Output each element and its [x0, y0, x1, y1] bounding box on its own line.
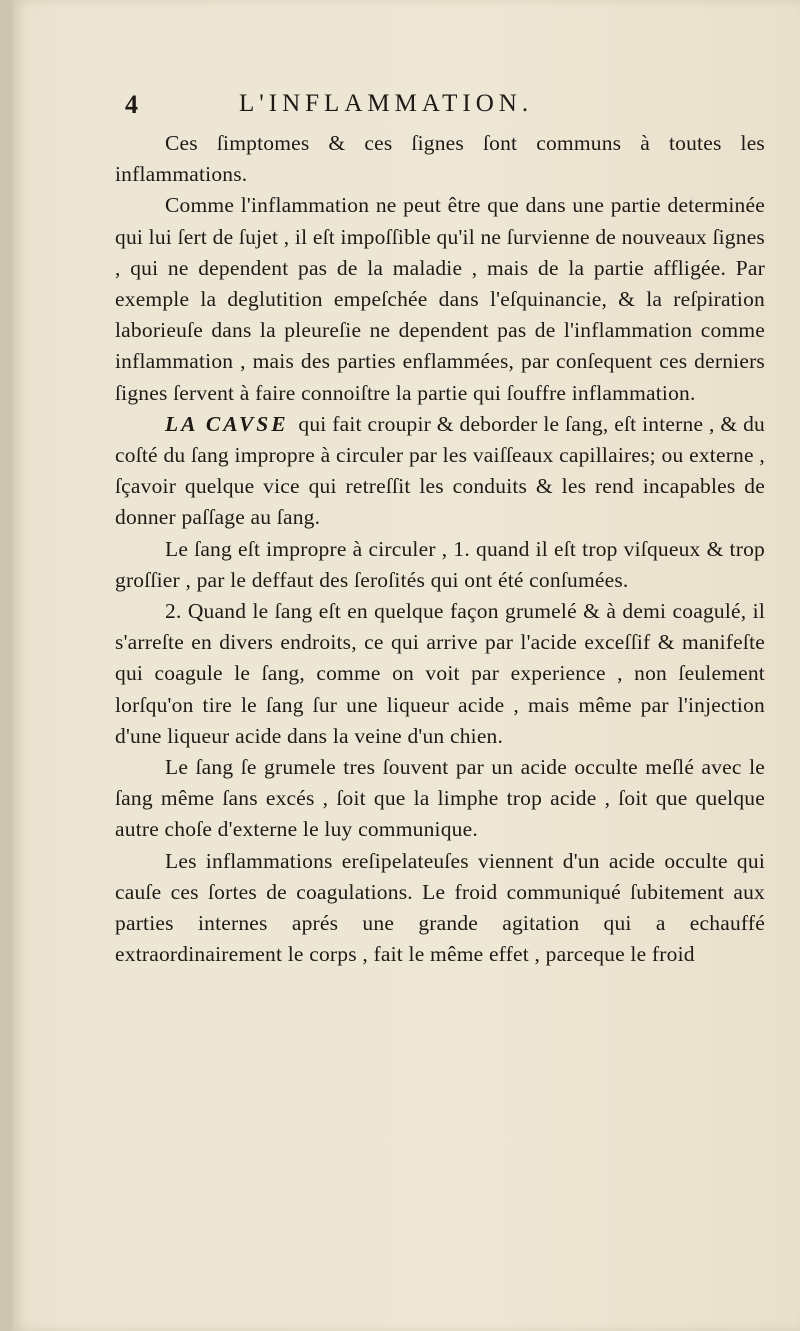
paragraph: [115, 534, 765, 596]
page-number: 4: [125, 90, 138, 119]
paragraph-text: Ces ſimptomes & ces ſignes ſont communs à toutes les inflammations.: [115, 131, 765, 187]
running-head: [115, 86, 765, 126]
paragraph: [115, 190, 765, 408]
paragraph: [115, 409, 765, 534]
paragraph: [115, 128, 765, 190]
paragraph-text: Comme l'inflammation ne peut être que dans une partie determinée qui lui ſert de ſujet , il eſt impoſſible qu'il ne ſurvienne de nouveaux ſignes , qui ne dependent pas de la maladie , mais de la partie affligée. Par exemple la deglutition empeſchée dans l'eſquinancie, & la reſpiration laborieuſe dans la pleureſie ne dependent pas de l'inflammation comme inflammation , mais des parties enflammées, par conſequent ces derniers ſignes ſervent à faire connoiſtre la partie qui ſouffre inflammation.: [115, 193, 765, 405]
paragraph: [115, 596, 765, 752]
paragraph: [115, 846, 765, 971]
paragraph-text: Le ſang ſe grumele tres ſouvent par un acide occulte meſlé avec le ſang même ſans excés , ſoit que la limphe trop acide , ſoit que quelque autre choſe d'externe le luy communique.: [115, 755, 765, 842]
paragraph-text: 2. Quand le ſang eſt en quelque façon grumelé & à demi coagulé, il s'arreſte en divers endroits, ce qui arrive par l'acide exceſſif & manifeſte qui coagule le ſang, comme on voit par experience , non ſeulement lorſqu'on tire le ſang ſur une liqueur acide , mais même par l'injection d'une liqueur acide dans la veine d'un chien.: [115, 599, 765, 748]
paragraph-text: Les inflammations ereſipelateuſes viennent d'un acide occulte qui cauſe ces ſortes de coagulations. Le froid communiqué ſubitement aux parties internes aprés une grande agitation qui a echauffé extraordinairement le corps , fait le même effet , parceque le froid: [115, 848, 765, 967]
body-text: [115, 128, 765, 970]
paragraph: [115, 752, 765, 846]
section-lead: LA CAVSE: [165, 411, 289, 436]
paragraph-text: qui fait croupir & deborder le ſang, eſt interne , & du coſté du ſang impropre à circuler par les vaiſſeaux capillaires; ou externe , ſçavoir quelque vice qui retreſſit les conduits & les rend incapables de donner paſſage au ſang.: [115, 411, 765, 530]
running-title: L'INFLAMMATION.: [239, 90, 534, 117]
paragraph-text: Le ſang eſt impropre à circuler , 1. quand il eſt trop viſqueux & trop groſſier , par le deffaut des ſeroſités qui ont été conſumées.: [115, 536, 765, 592]
page-paper: [12, 0, 800, 1331]
text-block: [115, 86, 765, 970]
